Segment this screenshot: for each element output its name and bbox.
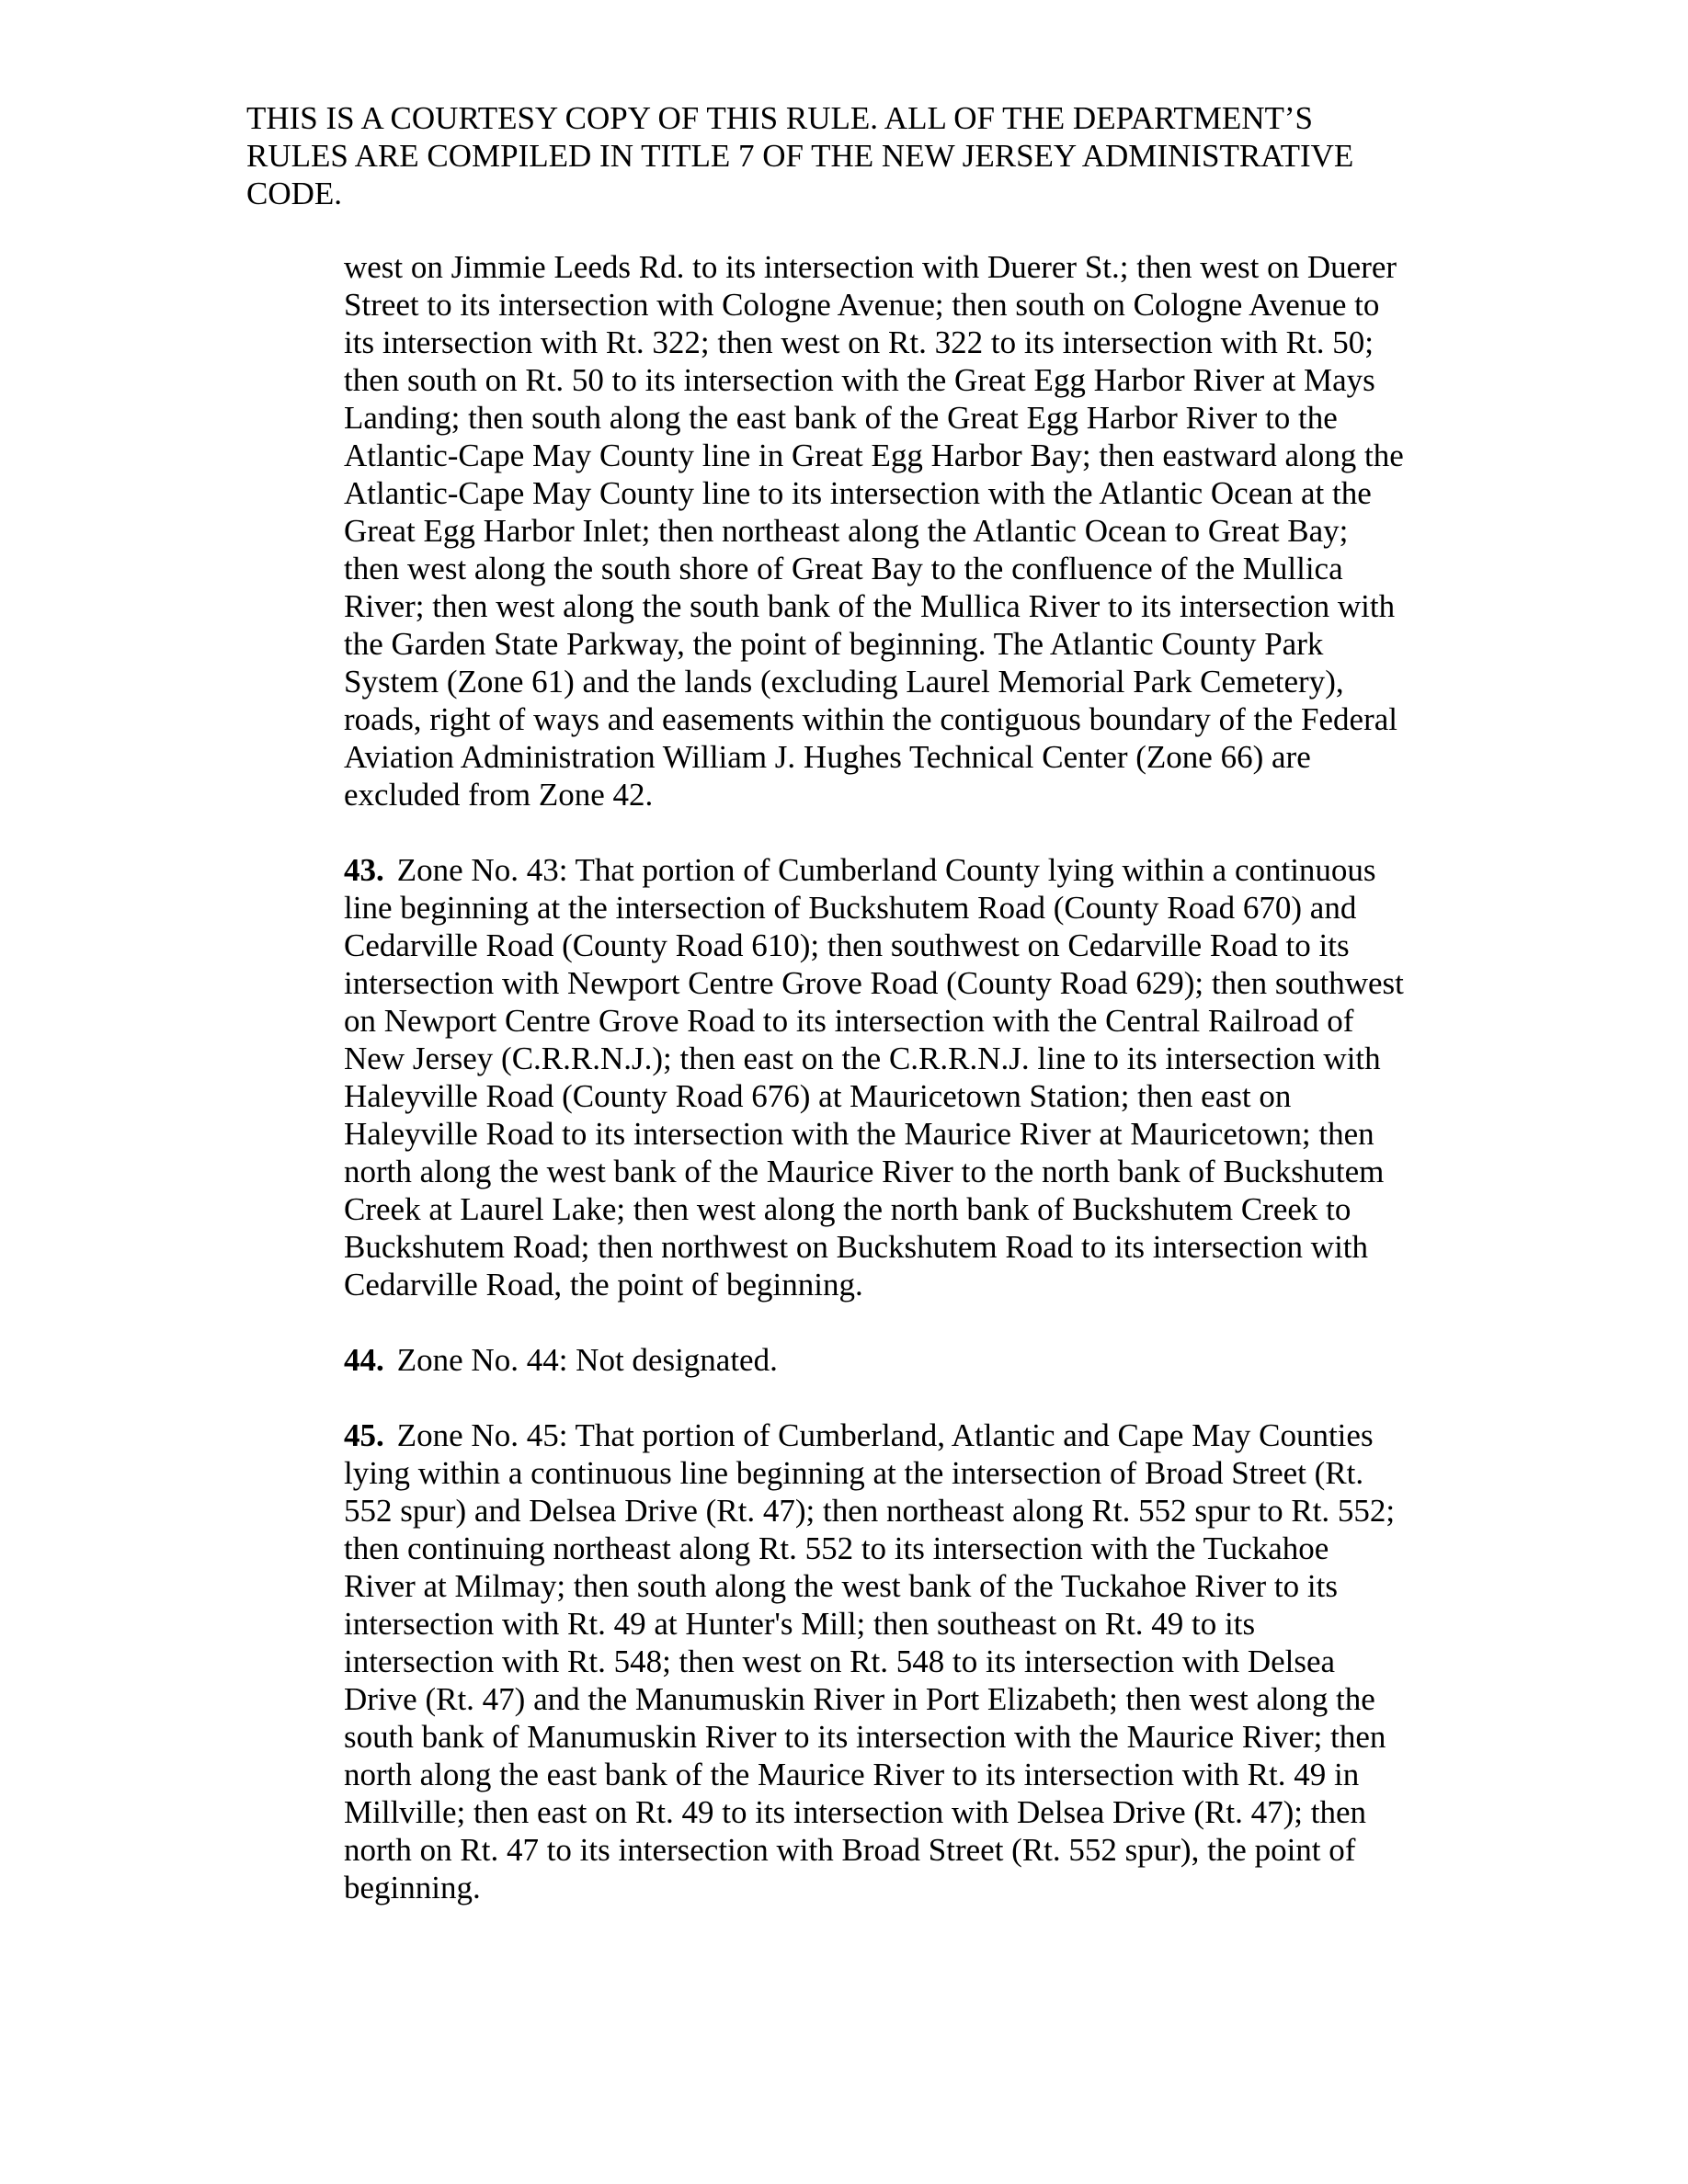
zone-text: Zone No. 45: That portion of Cumberland, Atlantic and Cape May Counties — [396, 1417, 1374, 1453]
text-line: excluded from Zone 42. — [344, 777, 654, 813]
header-line: CODE. — [246, 176, 343, 211]
text-line: River at Milmay; then south along the west bank of the Tuckahoe River to its — [344, 1568, 1338, 1604]
text-line: north along the west bank of the Maurice River to the north bank of Buckshutem — [344, 1154, 1385, 1189]
text-line — [344, 851, 1447, 889]
rule-body — [344, 248, 1447, 1944]
text-line: south bank of Manumuskin River to its intersection with the Maurice River; then — [344, 1719, 1386, 1755]
zone-43-paragraph — [344, 851, 1447, 1303]
text-line: New Jersey (C.R.R.N.J.); then east on the C.R.R.N.J. line to its intersection with — [344, 1041, 1381, 1076]
text-line: north along the east bank of the Maurice River to its intersection with Rt. 49 in — [344, 1757, 1360, 1792]
zone-text: Zone No. 43: That portion of Cumberland County lying within a continuous — [396, 852, 1376, 888]
text-line: Atlantic-Cape May County line in Great Egg Harbor Bay; then eastward along the — [344, 438, 1404, 473]
text-line: then continuing northeast along Rt. 552 to its intersection with the Tuckahoe — [344, 1530, 1329, 1566]
zone-number: 43. — [344, 852, 384, 888]
text-line: Haleyville Road to its intersection with the Maurice River at Mauricetown; then — [344, 1116, 1374, 1152]
text-line: Haleyville Road (County Road 676) at Mauricetown Station; then east on — [344, 1078, 1292, 1114]
text-line: 552 spur) and Delsea Drive (Rt. 47); then northeast along Rt. 552 spur to Rt. 552; — [344, 1493, 1396, 1529]
text-line: beginning. — [344, 1870, 481, 1905]
text-line: Landing; then south along the east bank of the Great Egg Harbor River to the — [344, 400, 1338, 436]
zone-45-paragraph — [344, 1416, 1447, 1906]
text-line: River; then west along the south bank of the Mullica River to its intersection with — [344, 588, 1396, 624]
text-line: north on Rt. 47 to its intersection with Broad Street (Rt. 552 spur), the point of — [344, 1832, 1356, 1868]
header-line: RULES ARE COMPILED IN TITLE 7 OF THE NEW JERSEY ADMINISTRATIVE — [246, 138, 1354, 174]
text-line: Aviation Administration William J. Hughes Technical Center (Zone 66) are — [344, 739, 1311, 775]
text-line: west on Jimmie Leeds Rd. to its intersection with Duerer St.; then west on Duerer — [344, 249, 1397, 285]
zone-number: 44. — [344, 1342, 384, 1378]
text-line: Cedarville Road, the point of beginning. — [344, 1267, 863, 1302]
zone-text: Zone No. 44: Not designated. — [396, 1342, 778, 1378]
text-line: Drive (Rt. 47) and the Manumuskin River in Port Elizabeth; then west along the — [344, 1681, 1375, 1717]
text-line: then west along the south shore of Great Bay to the confluence of the Mullica — [344, 551, 1343, 586]
text-line: intersection with Rt. 548; then west on Rt. 548 to its intersection with Delsea — [344, 1644, 1336, 1679]
text-line: then south on Rt. 50 to its intersection with the Great Egg Harbor River at Mays — [344, 362, 1375, 398]
text-line — [344, 1416, 1447, 1454]
text-line: its intersection with Rt. 322; then west on Rt. 322 to its intersection with Rt. 50; — [344, 324, 1374, 360]
text-line: Cedarville Road (County Road 610); then southwest on Cedarville Road to its — [344, 927, 1350, 963]
text-line: lying within a continuous line beginning at the intersection of Broad Street (Rt. — [344, 1455, 1364, 1491]
text-line: Atlantic-Cape May County line to its intersection with the Atlantic Ocean at the — [344, 475, 1372, 511]
text-line: roads, right of ways and easements within the contiguous boundary of the Federal — [344, 701, 1397, 737]
text-line: on Newport Centre Grove Road to its intersection with the Central Railroad of — [344, 1003, 1354, 1039]
courtesy-copy-header — [246, 99, 1442, 212]
text-line: Great Egg Harbor Inlet; then northeast along the Atlantic Ocean to Great Bay; — [344, 513, 1349, 549]
text-line: intersection with Newport Centre Grove Road (County Road 629); then southwest — [344, 965, 1404, 1001]
text-line: the Garden State Parkway, the point of beginning. The Atlantic County Park — [344, 626, 1324, 662]
text-line — [344, 1341, 1447, 1379]
text-line: Creek at Laurel Lake; then west along the north bank of Buckshutem Creek to — [344, 1191, 1352, 1227]
text-line: Street to its intersection with Cologne Avenue; then south on Cologne Avenue to — [344, 287, 1380, 323]
text-line: Millville; then east on Rt. 49 to its intersection with Delsea Drive (Rt. 47); then — [344, 1794, 1367, 1830]
text-line: line beginning at the intersection of Buckshutem Road (County Road 670) and — [344, 890, 1357, 926]
text-line: intersection with Rt. 49 at Hunter's Mill; then southeast on Rt. 49 to its — [344, 1606, 1256, 1642]
text-line: System (Zone 61) and the lands (excluding Laurel Memorial Park Cemetery), — [344, 664, 1344, 700]
header-line: THIS IS A COURTESY COPY OF THIS RULE. ALL OF THE DEPARTMENT’S — [246, 100, 1314, 136]
zone-42-continuation — [344, 248, 1447, 813]
zone-44-paragraph — [344, 1341, 1447, 1379]
zone-number: 45. — [344, 1417, 384, 1453]
text-line: Buckshutem Road; then northwest on Buckshutem Road to its intersection with — [344, 1229, 1369, 1265]
